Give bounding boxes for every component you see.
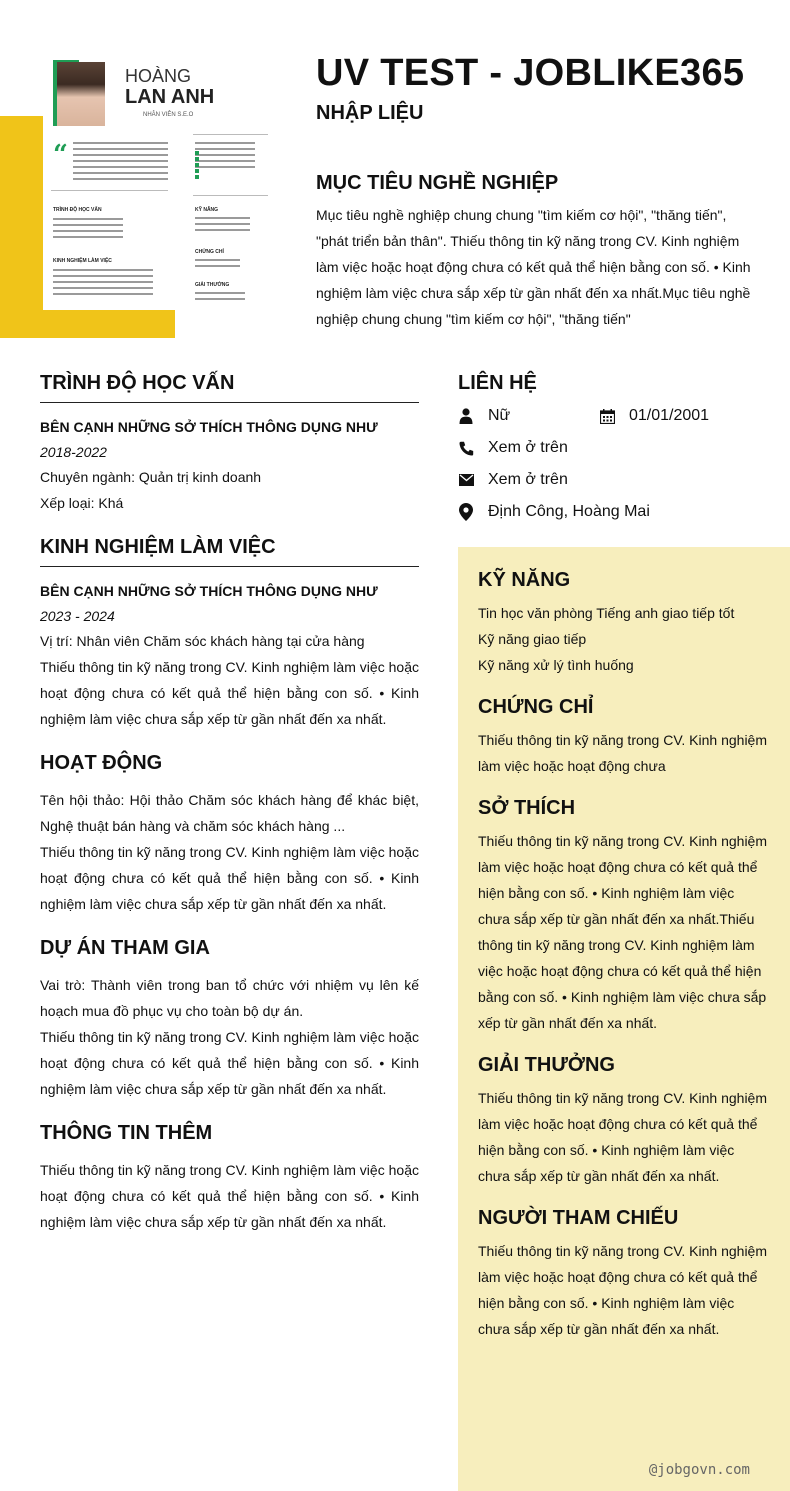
location-pin-icon <box>458 504 474 520</box>
projects-heading: DỰ ÁN THAM GIA <box>40 937 210 959</box>
preview-divider <box>193 134 268 135</box>
skill-item: Tin học văn phòng Tiếng anh giao tiếp tốt <box>478 605 735 621</box>
skill-item: Kỹ năng xử lý tình huống <box>478 657 634 673</box>
experience-period: 2023 - 2024 <box>40 608 115 624</box>
experience-heading: KINH NGHIỆM LÀM VIỆC <box>40 536 276 558</box>
preview-heading: KINH NGHIỆM LÀM VIỆC <box>53 258 112 264</box>
contact-heading: LIÊN HỆ <box>458 372 537 394</box>
contact-email-value: Xem ở trên <box>488 471 568 488</box>
education-heading: TRÌNH ĐỘ HỌC VẤN <box>40 372 235 394</box>
additional-section <box>40 1122 419 1235</box>
references-text: Thiếu thông tin kỹ năng trong CV. Kinh nghiệm làm việc hoặc hoạt động chưa có kết quả thể hiện bằng con số. • Kinh nghiệm làm việc chưa sắp xếp từ gần nhất đến xa nhất. <box>478 1243 768 1337</box>
contact-phone-value: Xem ở trên <box>488 439 568 456</box>
activities-heading: HOẠT ĐỘNG <box>40 752 163 774</box>
experience-position: Vị trí: Nhân viên Chăm sóc khách hàng tại cửa hàng <box>40 633 365 649</box>
preview-text-lines <box>195 292 245 304</box>
contact-gender <box>458 404 510 428</box>
additional-heading: THÔNG TIN THÊM <box>40 1122 213 1144</box>
awards-section <box>478 1054 770 1189</box>
preview-divider <box>193 195 268 196</box>
certificates-heading: CHỨNG CHỈ <box>478 696 594 718</box>
experience-description: Thiếu thông tin kỹ năng trong CV. Kinh nghiệm làm việc hoặc hoạt động chưa có kết quả thể hiện bằng con số. • Kinh nghiệm làm việc chưa sắp xếp từ gần nhất đến xa nhất. <box>40 659 419 727</box>
projects-description: Thiếu thông tin kỹ năng trong CV. Kinh nghiệm làm việc hoặc hoạt động chưa có kết quả thể hiện bằng con số. • Kinh nghiệm làm việc chưa sắp xếp từ gần nhất đến xa nhất. <box>40 1029 419 1097</box>
additional-text: Thiếu thông tin kỹ năng trong CV. Kinh nghiệm làm việc hoặc hoạt động chưa có kết quả thể hiện bằng con số. • Kinh nghiệm làm việc chưa sắp xếp từ gần nhất đến xa nhất. <box>40 1162 419 1230</box>
avatar <box>57 62 105 126</box>
references-section <box>478 1207 770 1342</box>
user-icon <box>458 408 474 424</box>
quote-icon: “ <box>53 140 68 170</box>
preview-summary-lines <box>73 142 168 184</box>
activities-event: Tên hội thảo: Hội thảo Chăm sóc khách hàng để khác biệt, Nghệ thuật bán hàng và chăm sóc khách hàng ... <box>40 792 419 834</box>
contact-birthday <box>599 404 709 428</box>
projects-role: Vai trò: Thành viên trong ban tổ chức với nhiệm vụ lên kế hoạch mua đồ phục vụ cho toàn bộ dự án. <box>40 977 419 1019</box>
section-divider <box>40 566 419 567</box>
contact-email <box>458 468 568 492</box>
section-divider <box>40 402 419 403</box>
contact-gender-value: Nữ <box>488 407 511 424</box>
phone-icon <box>458 440 474 456</box>
awards-text: Thiếu thông tin kỹ năng trong CV. Kinh nghiệm làm việc hoặc hoạt động chưa có kết quả thể hiện bằng con số. • Kinh nghiệm làm việc chưa sắp xếp từ gần nhất đến xa nhất. <box>478 1090 768 1184</box>
objective-heading: MỤC TIÊU NGHỀ NGHIỆP <box>316 172 559 194</box>
preview-heading: CHỨNG CHỈ <box>195 249 224 255</box>
page-subtitle: NHẬP LIỆU <box>316 102 424 124</box>
page-title: UV TEST - JOBLIKE365 <box>316 52 745 94</box>
hobbies-section <box>478 797 770 1036</box>
watermark: @jobgovn.com <box>648 1462 750 1478</box>
contact-address <box>458 500 650 524</box>
experience-section <box>40 536 419 732</box>
sidebar-panel <box>458 547 790 1491</box>
objective-text: Mục tiêu nghề nghiệp chung chung "tìm kiếm cơ hội", "thăng tiến", "phát triển bản thân". Thiếu thông tin kỹ năng trong CV. Kinh nghiệm làm việc hoặc hoạt động chưa có kết quả thể hiện bằng con số. • Kinh nghiệm làm việc chưa sắp xếp từ gần nhất đến xa nhất.Mục tiêu nghề nghiệp chung chung "tìm kiếm cơ hội", "thăng tiến" <box>316 207 751 327</box>
contact-address-value: Định Công, Hoàng Mai <box>488 503 650 520</box>
preview-heading: GIẢI THƯỞNG <box>195 282 230 288</box>
activities-description: Thiếu thông tin kỹ năng trong CV. Kinh nghiệm làm việc hoặc hoạt động chưa có kết quả thể hiện bằng con số. • Kinh nghiệm làm việc chưa sắp xếp từ gần nhất đến xa nhất. <box>40 844 419 912</box>
calendar-icon <box>599 408 615 424</box>
education-major: Chuyên ngành: Quản trị kinh doanh <box>40 469 262 485</box>
hobbies-text: Thiếu thông tin kỹ năng trong CV. Kinh nghiệm làm việc hoặc hoạt động chưa có kết quả thể hiện bằng con số. • Kinh nghiệm làm việc chưa sắp xếp từ gần nhất đến xa nhất.Thiếu thông tin kỹ năng trong CV. Kinh nghiệm làm việc hoặc hoạt động chưa có kết quả thể hiện bằng con số. • Kinh nghiệm làm việc chưa sắp xếp từ gần nhất đến xa nhất. <box>478 833 768 1031</box>
preview-name-last: LAN ANH <box>125 86 215 108</box>
preview-heading: TRÌNH ĐỘ HỌC VẤN <box>53 207 102 213</box>
cv-template-preview <box>43 50 270 310</box>
preview-role: NHÂN VIÊN S.E.O <box>143 112 194 118</box>
preview-heading: KỸ NĂNG <box>195 207 219 213</box>
preview-text-lines <box>195 217 250 235</box>
preview-contact-lines <box>195 142 255 172</box>
education-section <box>40 372 419 516</box>
preview-text-lines <box>53 218 123 242</box>
skill-item: Kỹ năng giao tiếp <box>478 631 587 647</box>
preview-name-first: HOÀNG <box>125 66 192 86</box>
preview-text-lines <box>195 259 240 271</box>
experience-company: BÊN CẠNH NHỮNG SỞ THÍCH THÔNG DỤNG NHƯ <box>40 583 378 599</box>
projects-section <box>40 937 419 1102</box>
contact-section <box>458 372 758 520</box>
education-period: 2018-2022 <box>40 444 107 460</box>
main-column <box>40 372 419 1235</box>
skills-heading: KỸ NĂNG <box>478 569 571 591</box>
mail-icon <box>458 472 474 488</box>
hobbies-heading: SỞ THÍCH <box>478 797 576 819</box>
education-grade: Xếp loại: Khá <box>40 495 124 511</box>
certificates-text: Thiếu thông tin kỹ năng trong CV. Kinh nghiệm làm việc hoặc hoạt động chưa <box>478 732 768 774</box>
certificates-section <box>478 696 770 779</box>
preview-text-lines <box>53 269 153 299</box>
references-heading: NGƯỜI THAM CHIẾU <box>478 1207 679 1229</box>
contact-birthday-value: 01/01/2001 <box>629 407 710 424</box>
skills-section <box>478 569 770 678</box>
education-school: BÊN CẠNH NHỮNG SỞ THÍCH THÔNG DỤNG NHƯ <box>40 419 378 435</box>
awards-heading: GIẢI THƯỞNG <box>478 1054 615 1076</box>
activities-section <box>40 752 419 917</box>
preview-divider <box>51 190 168 191</box>
contact-phone <box>458 436 568 460</box>
